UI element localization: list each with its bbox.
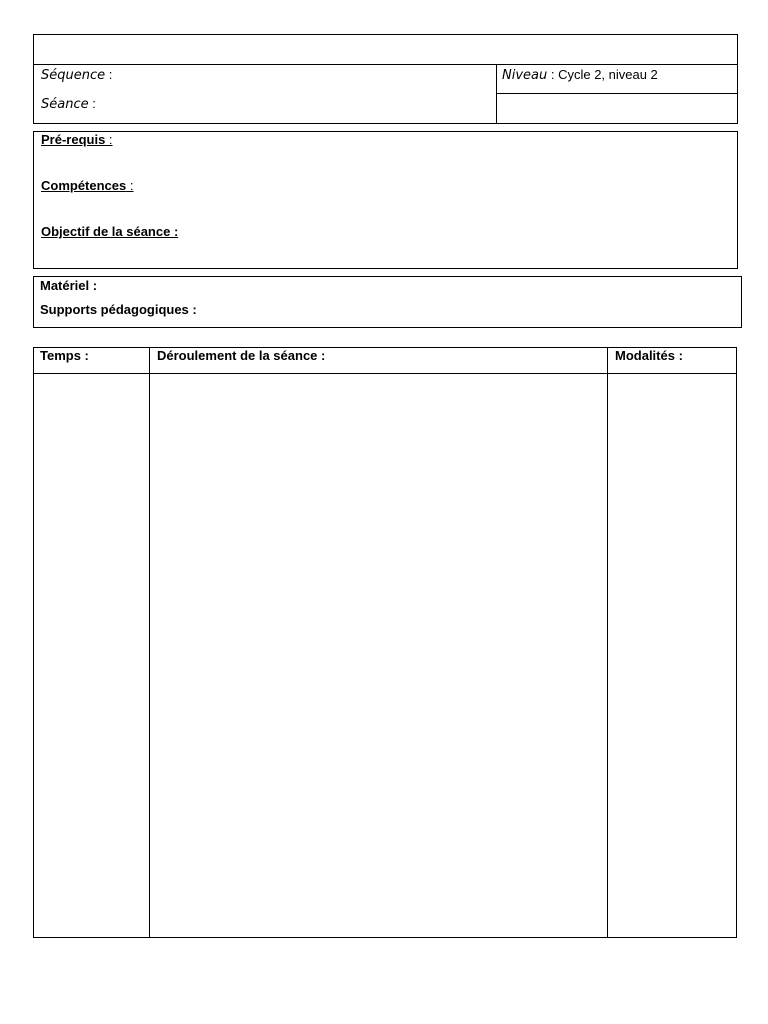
column-header-temps: Temps :: [40, 348, 89, 363]
table-column-divider-1: [149, 347, 150, 938]
seance-label: Séance: [41, 97, 89, 112]
column-header-modalites: Modalités :: [615, 348, 683, 363]
sequence-field: [41, 67, 112, 83]
niveau-field: [502, 67, 658, 83]
prerequis-colon: :: [105, 132, 113, 147]
objectives-box: [33, 131, 738, 269]
competences-field: [41, 178, 133, 193]
header-column-divider: [496, 64, 497, 124]
sequence-colon: :: [105, 67, 113, 82]
objectif-label: Objectif de la séance :: [41, 224, 179, 239]
niveau-label: Niveau: [502, 68, 548, 83]
header-divider: [33, 64, 738, 65]
materiel-label: Matériel :: [40, 278, 98, 293]
niveau-value: : Cycle 2, niveau 2: [547, 67, 658, 82]
table-header-divider: [33, 373, 737, 374]
competences-colon: :: [126, 178, 134, 193]
table-column-divider-2: [607, 347, 608, 938]
session-table: [33, 347, 737, 938]
supports-label: Supports pédagogiques :: [40, 302, 197, 317]
seance-colon: :: [88, 96, 96, 111]
competences-label: Compétences: [41, 178, 127, 193]
seance-field: [41, 96, 96, 112]
sequence-label: Séquence: [41, 68, 106, 83]
prerequis-label: Pré-requis: [41, 132, 106, 147]
prerequis-field: [41, 132, 113, 147]
column-header-deroulement: Déroulement de la séance :: [157, 348, 326, 363]
niveau-divider: [496, 93, 738, 94]
